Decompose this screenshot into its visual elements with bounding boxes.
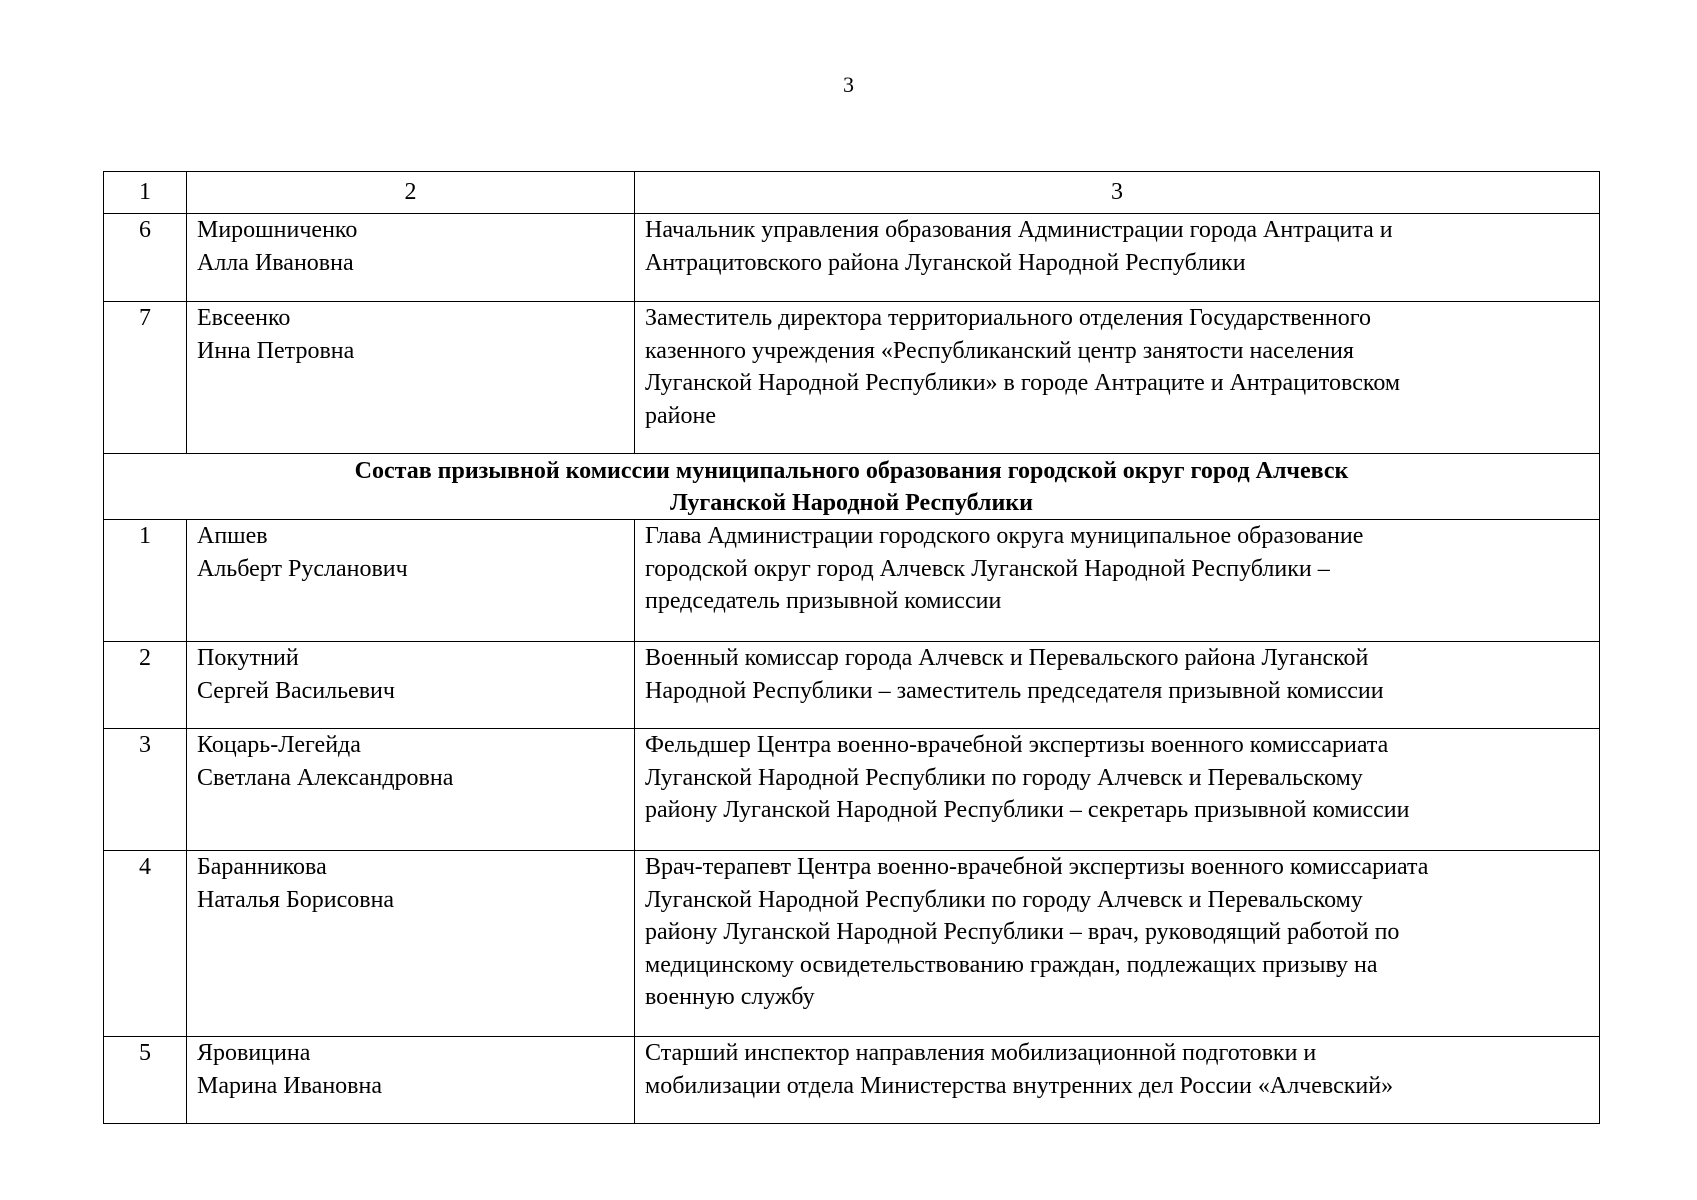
section-heading-line: Состав призывной комиссии муниципального образования городской округ город Алчевск [354, 457, 1349, 484]
position-line: Луганской Народной Республики по городу Алчевск и Перевальскому [645, 886, 1363, 913]
section-heading-row [104, 454, 1600, 520]
member-name-cell [187, 520, 635, 642]
section-heading [104, 454, 1600, 520]
position-line: Фельдшер Центра военно-врачебной экспертизы военного комиссариата [645, 732, 1389, 758]
position-line: председатель призывной комиссии [645, 588, 1002, 614]
table-row [104, 729, 1600, 851]
commission-members-table [103, 171, 1600, 1124]
member-name-cell [187, 302, 635, 454]
position-line: Антрацитовского района Луганской Народной Республики [645, 249, 1246, 276]
member-given-names: Альберт Русланович [197, 555, 408, 582]
table-row [104, 642, 1600, 729]
member-given-names: Инна Петровна [197, 337, 355, 364]
column-number-1: 1 [104, 172, 187, 214]
member-surname: Яровицина [197, 1040, 311, 1066]
position-line: Начальник управления образования Администрации города Антрацита и [645, 217, 1393, 243]
position-line: Старший инспектор направления мобилизационной подготовки и [645, 1040, 1317, 1066]
member-position-cell [635, 642, 1600, 729]
page-number: 3 [843, 72, 854, 97]
member-position-cell [635, 1037, 1600, 1124]
member-given-names: Светлана Александровна [197, 764, 454, 791]
column-number-3: 3 [635, 172, 1600, 214]
member-given-names: Сергей Васильевич [197, 677, 395, 704]
member-name-cell [187, 851, 635, 1037]
member-position-cell [635, 520, 1600, 642]
position-line: военную службу [645, 984, 815, 1010]
member-surname: Коцарь-Легейда [197, 732, 361, 758]
member-surname: Покутний [197, 645, 299, 671]
row-number: 7 [104, 302, 187, 454]
member-name-cell [187, 1037, 635, 1124]
position-line: Глава Администрации городского округа муниципальное образование [645, 523, 1364, 549]
row-number: 5 [104, 1037, 187, 1124]
member-given-names: Марина Ивановна [197, 1072, 383, 1099]
position-line: району Луганской Народной Республики – секретарь призывной комиссии [645, 797, 1410, 823]
position-line: Заместитель директора территориального отделения Государственного [645, 305, 1371, 331]
member-position-cell [635, 302, 1600, 454]
member-surname: Мирошниченко [197, 217, 358, 243]
member-surname: Апшев [197, 523, 268, 549]
column-number-2: 2 [187, 172, 635, 214]
row-number: 6 [104, 214, 187, 302]
member-position-cell [635, 729, 1600, 851]
row-number: 3 [104, 729, 187, 851]
position-line: Луганской Народной Республики» в городе Антраците и Антрацитовском [645, 370, 1401, 396]
member-position-cell [635, 851, 1600, 1037]
member-given-names: Алла Ивановна [197, 249, 354, 276]
member-surname: Евсеенко [197, 305, 291, 331]
position-line: медицинскому освидетельствованию граждан, подлежащих призыву на [645, 951, 1378, 978]
member-name-cell [187, 642, 635, 729]
position-line: районе [645, 402, 716, 429]
column-number-row [104, 172, 1600, 214]
table-row [104, 1037, 1600, 1124]
position-line: Военный комиссар города Алчевск и Перевальского района Луганской [645, 645, 1369, 671]
table-row [104, 520, 1600, 642]
position-line: Врач-терапевт Центра военно-врачебной экспертизы военного комиссариата [645, 854, 1429, 880]
row-number: 1 [104, 520, 187, 642]
position-line: Народной Республики – заместитель председателя призывной комиссии [645, 677, 1384, 704]
section-heading-line: Луганской Народной Республики [670, 489, 1033, 516]
position-line: городской округ город Алчевск Луганской Народной Республики – [645, 555, 1330, 582]
position-line: району Луганской Народной Республики – врач, руководящий работой по [645, 919, 1400, 945]
table-row [104, 302, 1600, 454]
table-row [104, 214, 1600, 302]
position-line: казенного учреждения «Республиканский центр занятости населения [645, 337, 1354, 364]
member-name-cell [187, 214, 635, 302]
row-number: 4 [104, 851, 187, 1037]
position-line: Луганской Народной Республики по городу Алчевск и Перевальскому [645, 764, 1363, 791]
member-name-cell [187, 729, 635, 851]
row-number: 2 [104, 642, 187, 729]
position-line: мобилизации отдела Министерства внутренних дел России «Алчевский» [645, 1072, 1394, 1099]
member-position-cell [635, 214, 1600, 302]
member-surname: Баранникова [197, 854, 327, 880]
table-row [104, 851, 1600, 1037]
member-given-names: Наталья Борисовна [197, 886, 395, 913]
